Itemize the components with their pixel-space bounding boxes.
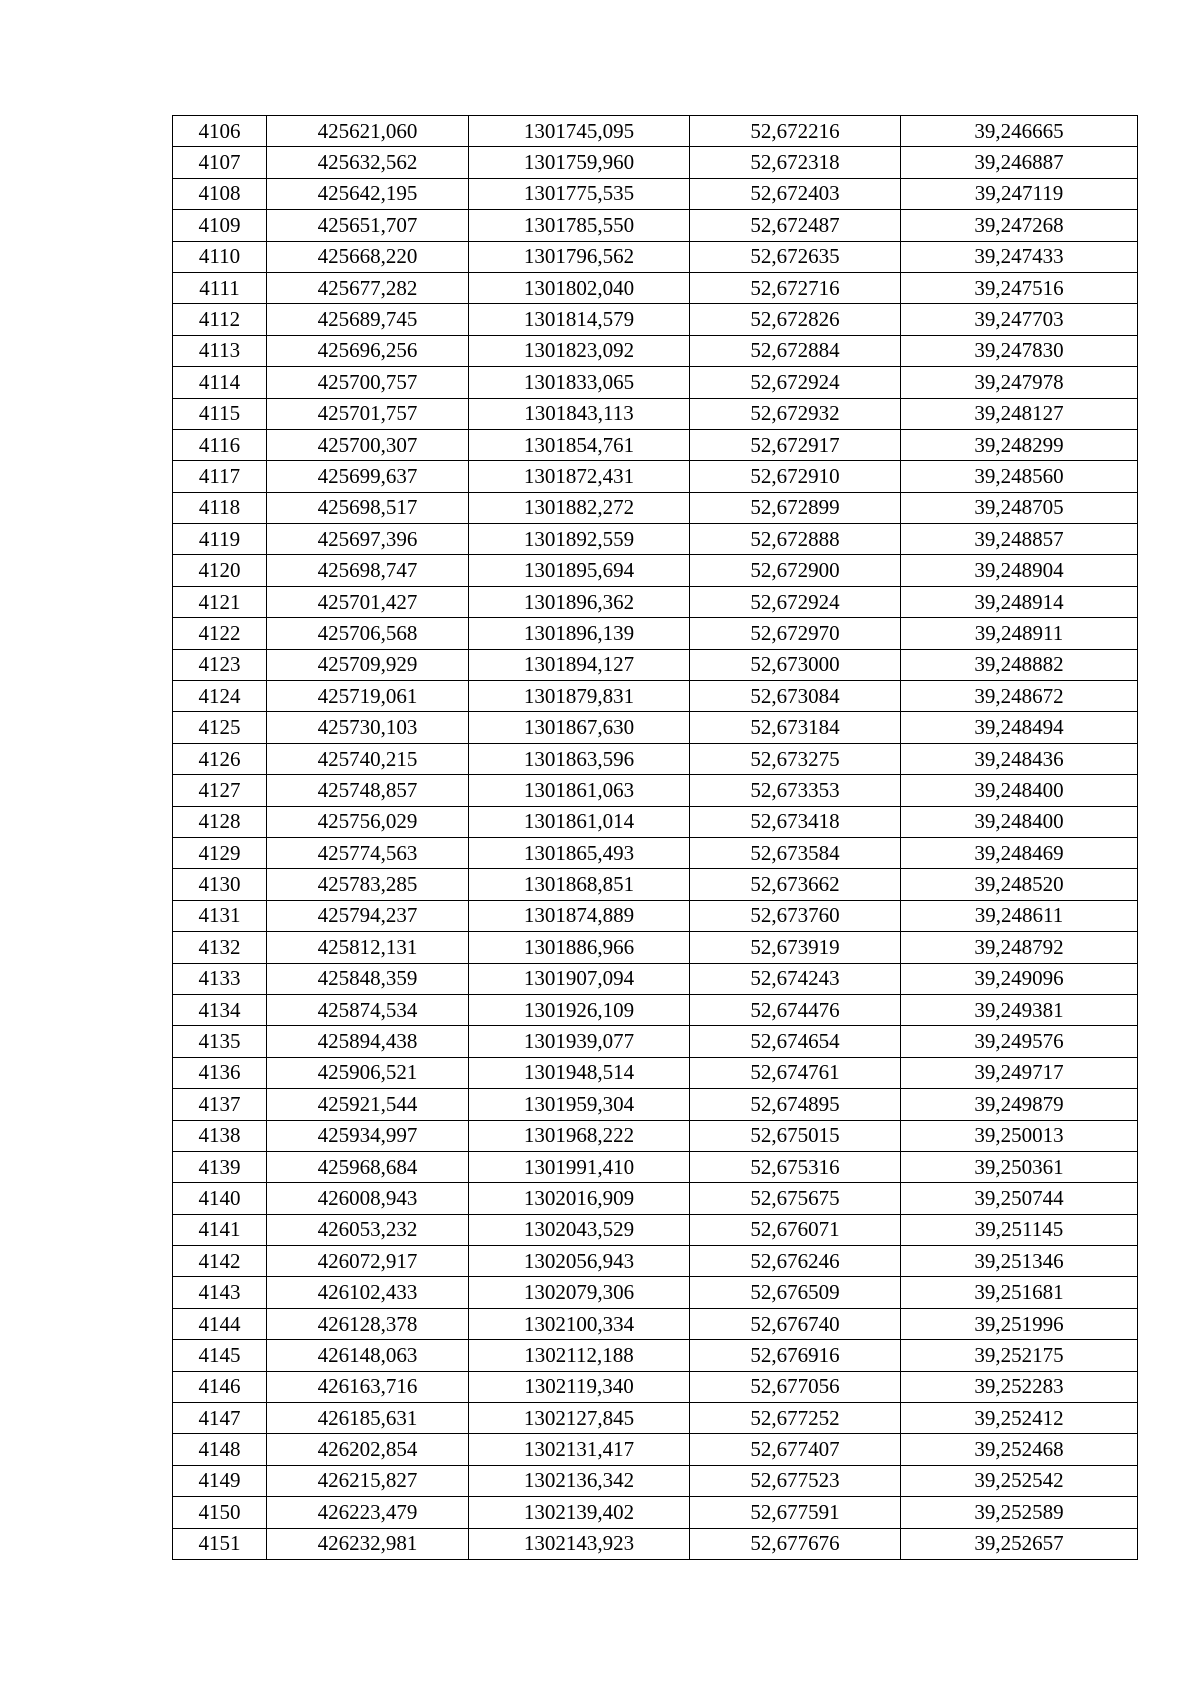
y-coordinate-cell: 1301802,040	[469, 272, 690, 303]
point-number-cell: 4123	[173, 649, 267, 680]
table-row	[173, 492, 1138, 523]
x-coordinate-cell: 425701,757	[267, 398, 469, 429]
point-number-cell: 4110	[173, 241, 267, 272]
y-coordinate-cell: 1301959,304	[469, 1089, 690, 1120]
point-number-cell: 4139	[173, 1151, 267, 1182]
x-coordinate-cell: 425709,929	[267, 649, 469, 680]
longitude-cell: 39,249576	[901, 1026, 1138, 1057]
latitude-cell: 52,672970	[690, 618, 901, 649]
table-row	[173, 1151, 1138, 1182]
table-row	[173, 429, 1138, 460]
point-number-cell: 4118	[173, 492, 267, 523]
latitude-cell: 52,677056	[690, 1371, 901, 1402]
x-coordinate-cell: 425700,307	[267, 429, 469, 460]
point-number-cell: 4132	[173, 932, 267, 963]
y-coordinate-cell: 1301854,761	[469, 429, 690, 460]
x-coordinate-cell: 425730,103	[267, 712, 469, 743]
point-number-cell: 4145	[173, 1340, 267, 1371]
x-coordinate-cell: 425698,517	[267, 492, 469, 523]
latitude-cell: 52,674895	[690, 1089, 901, 1120]
y-coordinate-cell: 1301948,514	[469, 1057, 690, 1088]
table-row	[173, 712, 1138, 743]
y-coordinate-cell: 1301907,094	[469, 963, 690, 994]
y-coordinate-cell: 1301895,694	[469, 555, 690, 586]
x-coordinate-cell: 426053,232	[267, 1214, 469, 1245]
latitude-cell: 52,673000	[690, 649, 901, 680]
longitude-cell: 39,248400	[901, 775, 1138, 806]
latitude-cell: 52,674476	[690, 994, 901, 1025]
longitude-cell: 39,250361	[901, 1151, 1138, 1182]
x-coordinate-cell: 426215,827	[267, 1465, 469, 1496]
coordinates-table-body	[173, 116, 1138, 1560]
y-coordinate-cell: 1301775,535	[469, 178, 690, 209]
latitude-cell: 52,672716	[690, 272, 901, 303]
latitude-cell: 52,672635	[690, 241, 901, 272]
y-coordinate-cell: 1301823,092	[469, 335, 690, 366]
y-coordinate-cell: 1302056,943	[469, 1246, 690, 1277]
longitude-cell: 39,246887	[901, 147, 1138, 178]
point-number-cell: 4128	[173, 806, 267, 837]
longitude-cell: 39,249096	[901, 963, 1138, 994]
point-number-cell: 4147	[173, 1403, 267, 1434]
latitude-cell: 52,673275	[690, 743, 901, 774]
point-number-cell: 4135	[173, 1026, 267, 1057]
x-coordinate-cell: 425894,438	[267, 1026, 469, 1057]
longitude-cell: 39,248127	[901, 398, 1138, 429]
y-coordinate-cell: 1301759,960	[469, 147, 690, 178]
y-coordinate-cell: 1302127,845	[469, 1403, 690, 1434]
y-coordinate-cell: 1301896,139	[469, 618, 690, 649]
point-number-cell: 4106	[173, 116, 267, 147]
x-coordinate-cell: 425748,857	[267, 775, 469, 806]
table-row	[173, 147, 1138, 178]
longitude-cell: 39,247433	[901, 241, 1138, 272]
table-row	[173, 1308, 1138, 1339]
longitude-cell: 39,252175	[901, 1340, 1138, 1371]
y-coordinate-cell: 1302131,417	[469, 1434, 690, 1465]
latitude-cell: 52,672900	[690, 555, 901, 586]
point-number-cell: 4120	[173, 555, 267, 586]
y-coordinate-cell: 1302112,188	[469, 1340, 690, 1371]
latitude-cell: 52,677523	[690, 1465, 901, 1496]
table-row	[173, 524, 1138, 555]
y-coordinate-cell: 1301894,127	[469, 649, 690, 680]
x-coordinate-cell: 426072,917	[267, 1246, 469, 1277]
y-coordinate-cell: 1302100,334	[469, 1308, 690, 1339]
y-coordinate-cell: 1301991,410	[469, 1151, 690, 1182]
latitude-cell: 52,674761	[690, 1057, 901, 1088]
longitude-cell: 39,248494	[901, 712, 1138, 743]
latitude-cell: 52,675015	[690, 1120, 901, 1151]
x-coordinate-cell: 425774,563	[267, 837, 469, 868]
table-row	[173, 116, 1138, 147]
y-coordinate-cell: 1301886,966	[469, 932, 690, 963]
table-row	[173, 178, 1138, 209]
latitude-cell: 52,676246	[690, 1246, 901, 1277]
point-number-cell: 4117	[173, 461, 267, 492]
point-number-cell: 4121	[173, 586, 267, 617]
longitude-cell: 39,248792	[901, 932, 1138, 963]
point-number-cell: 4140	[173, 1183, 267, 1214]
y-coordinate-cell: 1301861,063	[469, 775, 690, 806]
y-coordinate-cell: 1301861,014	[469, 806, 690, 837]
table-row	[173, 398, 1138, 429]
point-number-cell: 4148	[173, 1434, 267, 1465]
y-coordinate-cell: 1301833,065	[469, 367, 690, 398]
point-number-cell: 4115	[173, 398, 267, 429]
table-row	[173, 806, 1138, 837]
y-coordinate-cell: 1302016,909	[469, 1183, 690, 1214]
latitude-cell: 52,672888	[690, 524, 901, 555]
longitude-cell: 39,248904	[901, 555, 1138, 586]
longitude-cell: 39,247830	[901, 335, 1138, 366]
latitude-cell: 52,674654	[690, 1026, 901, 1057]
y-coordinate-cell: 1301867,630	[469, 712, 690, 743]
latitude-cell: 52,674243	[690, 963, 901, 994]
table-row	[173, 304, 1138, 335]
table-row	[173, 1057, 1138, 1088]
x-coordinate-cell: 425921,544	[267, 1089, 469, 1120]
latitude-cell: 52,677252	[690, 1403, 901, 1434]
point-number-cell: 4113	[173, 335, 267, 366]
coordinates-table	[172, 115, 1138, 1560]
point-number-cell: 4141	[173, 1214, 267, 1245]
point-number-cell: 4150	[173, 1497, 267, 1528]
longitude-cell: 39,248705	[901, 492, 1138, 523]
table-row	[173, 775, 1138, 806]
longitude-cell: 39,247268	[901, 210, 1138, 241]
point-number-cell: 4107	[173, 147, 267, 178]
latitude-cell: 52,672917	[690, 429, 901, 460]
table-row	[173, 1497, 1138, 1528]
table-row	[173, 837, 1138, 868]
x-coordinate-cell: 425848,359	[267, 963, 469, 994]
table-row	[173, 1434, 1138, 1465]
x-coordinate-cell: 425783,285	[267, 869, 469, 900]
x-coordinate-cell: 426232,981	[267, 1528, 469, 1559]
longitude-cell: 39,247978	[901, 367, 1138, 398]
point-number-cell: 4134	[173, 994, 267, 1025]
y-coordinate-cell: 1301796,562	[469, 241, 690, 272]
table-row	[173, 1371, 1138, 1402]
longitude-cell: 39,249717	[901, 1057, 1138, 1088]
latitude-cell: 52,672924	[690, 586, 901, 617]
latitude-cell: 52,673184	[690, 712, 901, 743]
x-coordinate-cell: 426185,631	[267, 1403, 469, 1434]
latitude-cell: 52,672216	[690, 116, 901, 147]
point-number-cell: 4137	[173, 1089, 267, 1120]
point-number-cell: 4136	[173, 1057, 267, 1088]
y-coordinate-cell: 1301863,596	[469, 743, 690, 774]
point-number-cell: 4109	[173, 210, 267, 241]
longitude-cell: 39,248436	[901, 743, 1138, 774]
x-coordinate-cell: 425968,684	[267, 1151, 469, 1182]
longitude-cell: 39,251996	[901, 1308, 1138, 1339]
latitude-cell: 52,673418	[690, 806, 901, 837]
longitude-cell: 39,252412	[901, 1403, 1138, 1434]
longitude-cell: 39,247516	[901, 272, 1138, 303]
table-row	[173, 681, 1138, 712]
latitude-cell: 52,676916	[690, 1340, 901, 1371]
table-row	[173, 900, 1138, 931]
table-row	[173, 272, 1138, 303]
latitude-cell: 52,673084	[690, 681, 901, 712]
point-number-cell: 4146	[173, 1371, 267, 1402]
x-coordinate-cell: 425699,637	[267, 461, 469, 492]
x-coordinate-cell: 425698,747	[267, 555, 469, 586]
x-coordinate-cell: 426008,943	[267, 1183, 469, 1214]
latitude-cell: 52,672910	[690, 461, 901, 492]
y-coordinate-cell: 1301745,095	[469, 116, 690, 147]
latitude-cell: 52,677676	[690, 1528, 901, 1559]
point-number-cell: 4127	[173, 775, 267, 806]
point-number-cell: 4114	[173, 367, 267, 398]
longitude-cell: 39,251346	[901, 1246, 1138, 1277]
y-coordinate-cell: 1301882,272	[469, 492, 690, 523]
point-number-cell: 4138	[173, 1120, 267, 1151]
latitude-cell: 52,673584	[690, 837, 901, 868]
y-coordinate-cell: 1301926,109	[469, 994, 690, 1025]
table-row	[173, 1528, 1138, 1559]
latitude-cell: 52,672403	[690, 178, 901, 209]
longitude-cell: 39,247703	[901, 304, 1138, 335]
latitude-cell: 52,675675	[690, 1183, 901, 1214]
table-row	[173, 869, 1138, 900]
point-number-cell: 4116	[173, 429, 267, 460]
y-coordinate-cell: 1302136,342	[469, 1465, 690, 1496]
x-coordinate-cell: 425696,256	[267, 335, 469, 366]
x-coordinate-cell: 426202,854	[267, 1434, 469, 1465]
table-row	[173, 649, 1138, 680]
table-row	[173, 555, 1138, 586]
x-coordinate-cell: 425651,707	[267, 210, 469, 241]
longitude-cell: 39,247119	[901, 178, 1138, 209]
y-coordinate-cell: 1301872,431	[469, 461, 690, 492]
x-coordinate-cell: 425934,997	[267, 1120, 469, 1151]
x-coordinate-cell: 425812,131	[267, 932, 469, 963]
longitude-cell: 39,251145	[901, 1214, 1138, 1245]
latitude-cell: 52,672884	[690, 335, 901, 366]
longitude-cell: 39,246665	[901, 116, 1138, 147]
point-number-cell: 4108	[173, 178, 267, 209]
table-row	[173, 241, 1138, 272]
latitude-cell: 52,673353	[690, 775, 901, 806]
table-row	[173, 1340, 1138, 1371]
longitude-cell: 39,252657	[901, 1528, 1138, 1559]
x-coordinate-cell: 425756,029	[267, 806, 469, 837]
point-number-cell: 4149	[173, 1465, 267, 1496]
latitude-cell: 52,672318	[690, 147, 901, 178]
y-coordinate-cell: 1301892,559	[469, 524, 690, 555]
latitude-cell: 52,672826	[690, 304, 901, 335]
x-coordinate-cell: 426163,716	[267, 1371, 469, 1402]
table-row	[173, 1089, 1138, 1120]
table-row	[173, 210, 1138, 241]
point-number-cell: 4144	[173, 1308, 267, 1339]
latitude-cell: 52,677407	[690, 1434, 901, 1465]
point-number-cell: 4131	[173, 900, 267, 931]
longitude-cell: 39,248400	[901, 806, 1138, 837]
table-row	[173, 335, 1138, 366]
y-coordinate-cell: 1301968,222	[469, 1120, 690, 1151]
y-coordinate-cell: 1302079,306	[469, 1277, 690, 1308]
longitude-cell: 39,248857	[901, 524, 1138, 555]
latitude-cell: 52,673760	[690, 900, 901, 931]
x-coordinate-cell: 425632,562	[267, 147, 469, 178]
x-coordinate-cell: 425701,427	[267, 586, 469, 617]
x-coordinate-cell: 425677,282	[267, 272, 469, 303]
point-number-cell: 4122	[173, 618, 267, 649]
point-number-cell: 4130	[173, 869, 267, 900]
table-row	[173, 1183, 1138, 1214]
x-coordinate-cell: 425740,215	[267, 743, 469, 774]
longitude-cell: 39,250013	[901, 1120, 1138, 1151]
table-row	[173, 994, 1138, 1025]
longitude-cell: 39,252589	[901, 1497, 1138, 1528]
point-number-cell: 4124	[173, 681, 267, 712]
y-coordinate-cell: 1301896,362	[469, 586, 690, 617]
latitude-cell: 52,677591	[690, 1497, 901, 1528]
longitude-cell: 39,252283	[901, 1371, 1138, 1402]
longitude-cell: 39,248611	[901, 900, 1138, 931]
y-coordinate-cell: 1301879,831	[469, 681, 690, 712]
table-row	[173, 586, 1138, 617]
table-row	[173, 963, 1138, 994]
latitude-cell: 52,676509	[690, 1277, 901, 1308]
table-row	[173, 1277, 1138, 1308]
longitude-cell: 39,248469	[901, 837, 1138, 868]
longitude-cell: 39,252542	[901, 1465, 1138, 1496]
point-number-cell: 4129	[173, 837, 267, 868]
y-coordinate-cell: 1301814,579	[469, 304, 690, 335]
x-coordinate-cell: 425719,061	[267, 681, 469, 712]
point-number-cell: 4143	[173, 1277, 267, 1308]
x-coordinate-cell: 425706,568	[267, 618, 469, 649]
point-number-cell: 4119	[173, 524, 267, 555]
x-coordinate-cell: 426102,433	[267, 1277, 469, 1308]
point-number-cell: 4112	[173, 304, 267, 335]
latitude-cell: 52,676071	[690, 1214, 901, 1245]
y-coordinate-cell: 1301843,113	[469, 398, 690, 429]
x-coordinate-cell: 425689,745	[267, 304, 469, 335]
point-number-cell: 4111	[173, 272, 267, 303]
x-coordinate-cell: 426128,378	[267, 1308, 469, 1339]
point-number-cell: 4125	[173, 712, 267, 743]
x-coordinate-cell: 425794,237	[267, 900, 469, 931]
table-row	[173, 461, 1138, 492]
table-row	[173, 1465, 1138, 1496]
latitude-cell: 52,673919	[690, 932, 901, 963]
latitude-cell: 52,676740	[690, 1308, 901, 1339]
table-row	[173, 932, 1138, 963]
longitude-cell: 39,248299	[901, 429, 1138, 460]
x-coordinate-cell: 426148,063	[267, 1340, 469, 1371]
longitude-cell: 39,249879	[901, 1089, 1138, 1120]
x-coordinate-cell: 426223,479	[267, 1497, 469, 1528]
latitude-cell: 52,675316	[690, 1151, 901, 1182]
y-coordinate-cell: 1301874,889	[469, 900, 690, 931]
table-row	[173, 1246, 1138, 1277]
x-coordinate-cell: 425621,060	[267, 116, 469, 147]
longitude-cell: 39,249381	[901, 994, 1138, 1025]
x-coordinate-cell: 425906,521	[267, 1057, 469, 1088]
table-row	[173, 1214, 1138, 1245]
latitude-cell: 52,672932	[690, 398, 901, 429]
longitude-cell: 39,248882	[901, 649, 1138, 680]
y-coordinate-cell: 1301865,493	[469, 837, 690, 868]
y-coordinate-cell: 1302119,340	[469, 1371, 690, 1402]
latitude-cell: 52,673662	[690, 869, 901, 900]
latitude-cell: 52,672487	[690, 210, 901, 241]
longitude-cell: 39,248914	[901, 586, 1138, 617]
x-coordinate-cell: 425700,757	[267, 367, 469, 398]
table-row	[173, 1120, 1138, 1151]
x-coordinate-cell: 425697,396	[267, 524, 469, 555]
table-row	[173, 1026, 1138, 1057]
x-coordinate-cell: 425874,534	[267, 994, 469, 1025]
x-coordinate-cell: 425668,220	[267, 241, 469, 272]
latitude-cell: 52,672924	[690, 367, 901, 398]
table-row	[173, 618, 1138, 649]
x-coordinate-cell: 425642,195	[267, 178, 469, 209]
table-row	[173, 743, 1138, 774]
longitude-cell: 39,248520	[901, 869, 1138, 900]
longitude-cell: 39,250744	[901, 1183, 1138, 1214]
table-row	[173, 367, 1138, 398]
longitude-cell: 39,248911	[901, 618, 1138, 649]
point-number-cell: 4133	[173, 963, 267, 994]
y-coordinate-cell: 1301868,851	[469, 869, 690, 900]
point-number-cell: 4142	[173, 1246, 267, 1277]
latitude-cell: 52,672899	[690, 492, 901, 523]
y-coordinate-cell: 1302139,402	[469, 1497, 690, 1528]
y-coordinate-cell: 1301785,550	[469, 210, 690, 241]
point-number-cell: 4126	[173, 743, 267, 774]
table-row	[173, 1403, 1138, 1434]
longitude-cell: 39,248672	[901, 681, 1138, 712]
point-number-cell: 4151	[173, 1528, 267, 1559]
y-coordinate-cell: 1301939,077	[469, 1026, 690, 1057]
longitude-cell: 39,248560	[901, 461, 1138, 492]
longitude-cell: 39,252468	[901, 1434, 1138, 1465]
y-coordinate-cell: 1302143,923	[469, 1528, 690, 1559]
y-coordinate-cell: 1302043,529	[469, 1214, 690, 1245]
longitude-cell: 39,251681	[901, 1277, 1138, 1308]
